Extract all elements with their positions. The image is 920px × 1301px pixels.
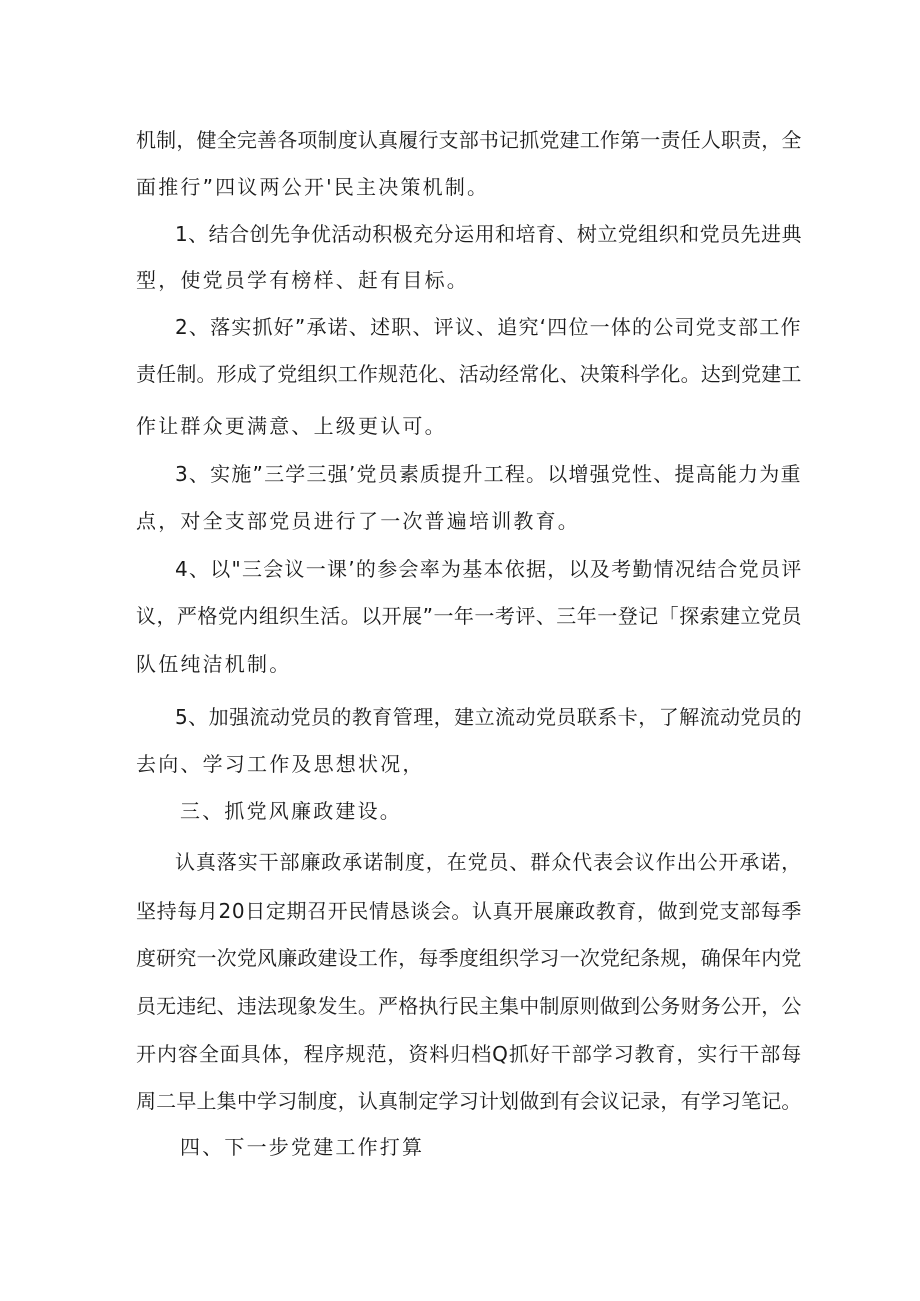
list-item-3-line: 3、实施”三学三强’党员素质提升工程。以增强党性、提高能力为重 [175, 462, 802, 486]
section-heading: 三、抓党风廉政建设。 [180, 799, 402, 823]
list-item-3-line: 点，对全支部党员进行了一次普遍培训教育。 [136, 509, 580, 533]
list-item-2-line: 2、落实抓好”承诺、述职、评议、追究‘四位一体的公司党支部工作 [175, 315, 802, 339]
paragraph-line: 开内容全面具体，程序规范，资料归档Q抓好干部学习教育，实行干部每 [136, 1042, 803, 1066]
paragraph-line: 度研究一次党风廉政建设工作，每季度组织学习一次党纪条规，确保年内党 [136, 946, 802, 970]
paragraph-line: 面推行”四议两公开'民主决策机制。 [136, 175, 490, 199]
list-item-4-line: 队伍纯洁机制。 [136, 652, 292, 676]
paragraph-line: 员无违纪、违法现象发生。严格执行民主集中制原则做到公务财务公开，公 [136, 994, 802, 1018]
list-item-4-line: 议，严格党内组织生活。以开展”一年一考评、三年一登记「探索建立党员 [136, 604, 802, 628]
list-item-2-line: 作让群众更满意、上级更认可。 [136, 414, 447, 438]
list-item-2-line: 责任制。形成了党组织工作规范化、活动经常化、决策科学化。达到党建工 [136, 362, 802, 386]
list-item-1-line: 型，使党员学有榜样、赶有目标。 [136, 268, 469, 292]
paragraph-line: 周二早上集中学习制度，认真制定学习计划做到有会议记录，有学习笔记。 [136, 1089, 802, 1113]
paragraph-line: 坚持每月20日定期召开民情恳谈会。认真开展廉政教育，做到党支部每季 [136, 899, 803, 923]
list-item-1-line: 1、结合创先争优活动积极充分运用和培育、树立党组织和党员先进典 [175, 222, 802, 246]
list-item-5-line: 5、加强流动党员的教育管理，建立流动党员联系卡，了解流动党员的 [175, 705, 802, 729]
section-heading: 四、下一步党建工作打算 [180, 1135, 425, 1159]
paragraph-line: 认真落实干部廉政承诺制度，在党员、群众代表会议作出公开承诺， [175, 850, 802, 874]
list-item-5-line: 去向、学习工作及思想状况， [136, 752, 425, 776]
paragraph-line: 机制，健全完善各项制度认真履行支部书记抓党建工作第一责任人职责，全 [136, 128, 802, 152]
list-item-4-line: 4、以"三会议一课’的参会率为基本依据，以及考勤情况结合党员评 [175, 557, 803, 581]
